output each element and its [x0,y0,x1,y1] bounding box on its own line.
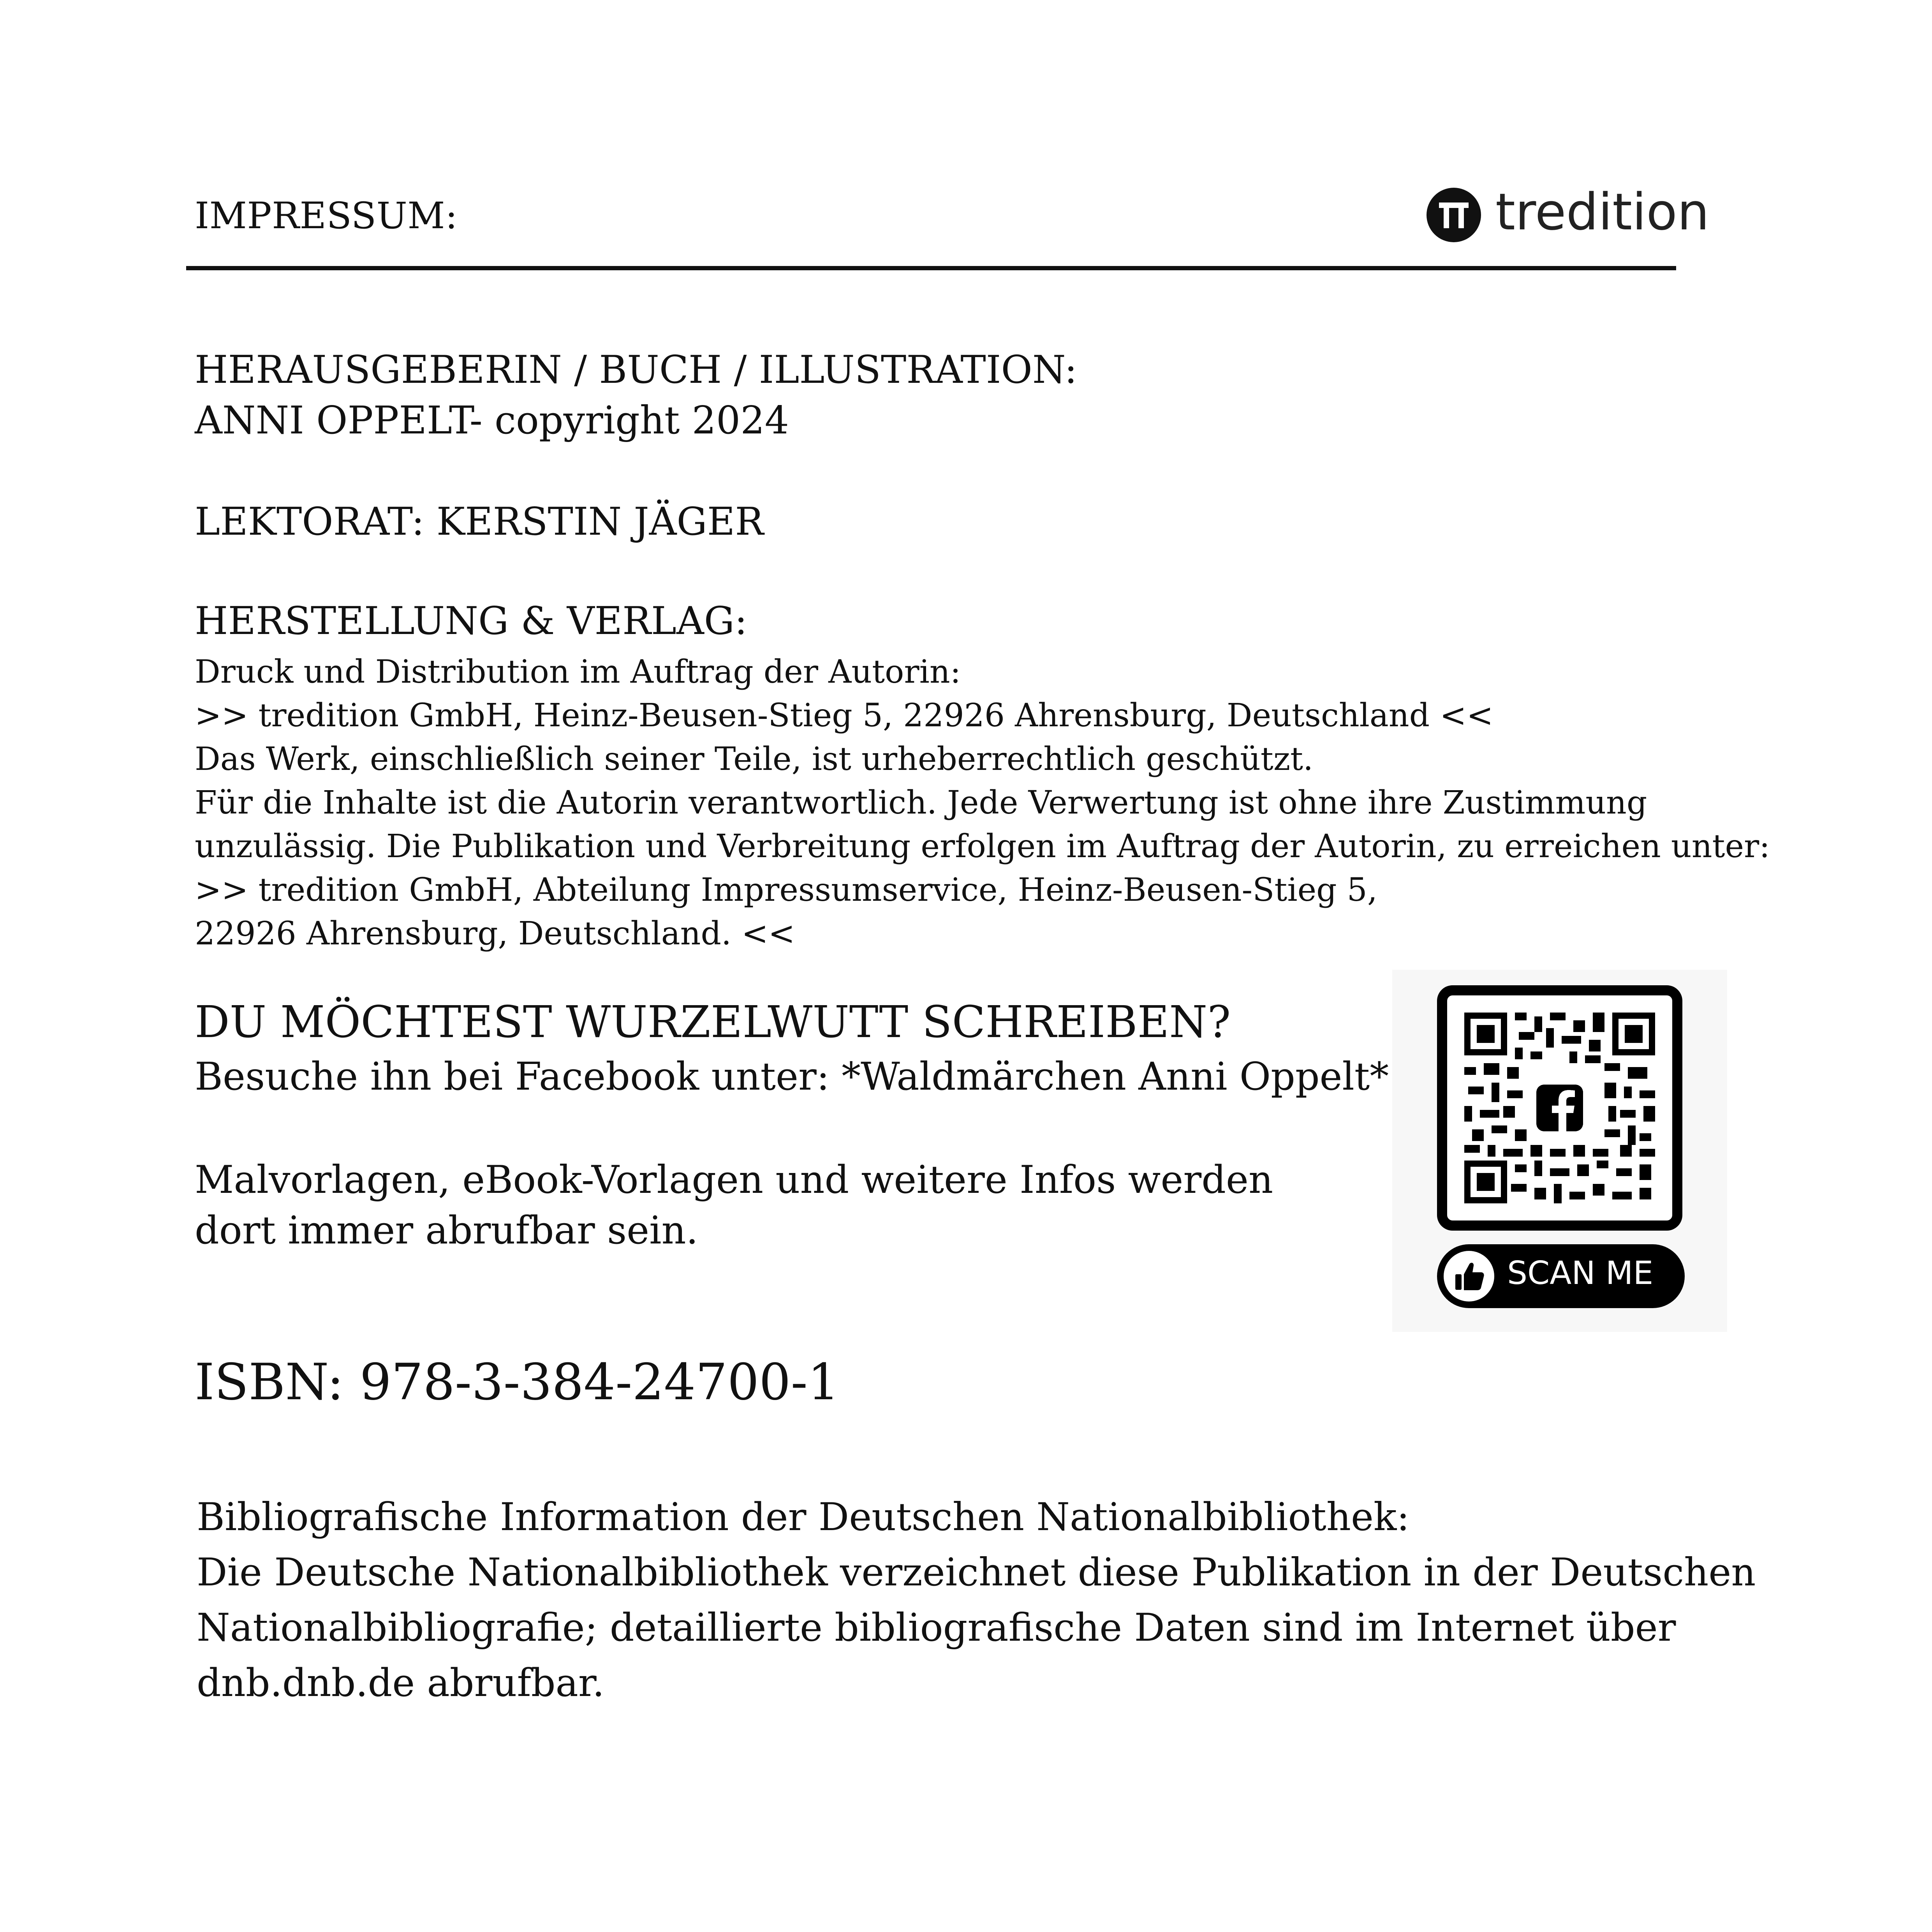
info-line: dort immer abrufbar sein. [195,1208,698,1253]
info-line: Malvorlagen, eBook-Vorlagen und weitere Infos werden [195,1158,1273,1202]
info-text [195,1155,1273,1256]
header-divider [186,266,1676,270]
production-heading: HERSTELLUNG & VERLAG: [195,599,748,643]
copyright-line: ANNI OPPELT- copyright 2024 [195,398,789,443]
production-text [195,650,1770,956]
bibliography-line: Die Deutsche Nationalbibliothek verzeichnet diese Publikation in der Deutschen [197,1550,1756,1595]
bibliography-line: Bibliografische Information der Deutschen Nationalbibliothek: [197,1495,1410,1539]
thumbs-up-icon [1444,1251,1494,1302]
contact-heading: DU MÖCHTEST WURZELWUTT SCHREIBEN? [195,997,1231,1048]
tredition-logo-text: tredition [1495,182,1710,241]
production-line: 22926 Ahrensburg, Deutschland. << [195,915,795,952]
production-line: Das Werk, einschließlich seiner Teile, ist urheberrechtlich geschützt. [195,741,1314,778]
facebook-line: Besuche ihn bei Facebook unter: *Waldmärchen Anni Oppelt* [195,1055,1389,1099]
bibliography-line: dnb.dnb.de abrufbar. [197,1661,605,1705]
production-line: >> tredition GmbH, Abteilung Impressumservice, Heinz-Beusen-Stieg 5, [195,872,1377,909]
production-line: >> tredition GmbH, Heinz-Beusen-Stieg 5, 22926 Ahrensburg, Deutschland << [195,697,1493,734]
page-title: IMPRESSUM: [195,195,458,237]
tredition-logo-icon [1427,188,1481,242]
production-line: Druck und Distribution im Auftrag der Autorin: [195,653,961,690]
qr-code[interactable] [1464,1013,1655,1205]
publisher-section [195,345,1077,446]
bibliography-text [197,1490,1756,1711]
production-line: unzulässig. Die Publikation und Verbreitung erfolgen im Auftrag der Autorin, zu erreichen unter: [195,828,1770,865]
isbn: ISBN: 978-3-384-24700-1 [195,1353,840,1411]
production-line: Für die Inhalte ist die Autorin verantwortlich. Jede Verwertung ist ohne ihre Zustimmung [195,784,1647,821]
scan-me-label: SCAN ME [1507,1255,1654,1292]
bibliography-line: Nationalbibliografie; detaillierte bibliografische Daten sind im Internet über [197,1606,1676,1650]
lektorat-line: LEKTORAT: KERSTIN JÄGER [195,500,764,544]
publisher-heading: HERAUSGEBERIN / BUCH / ILLUSTRATION: [195,348,1078,392]
